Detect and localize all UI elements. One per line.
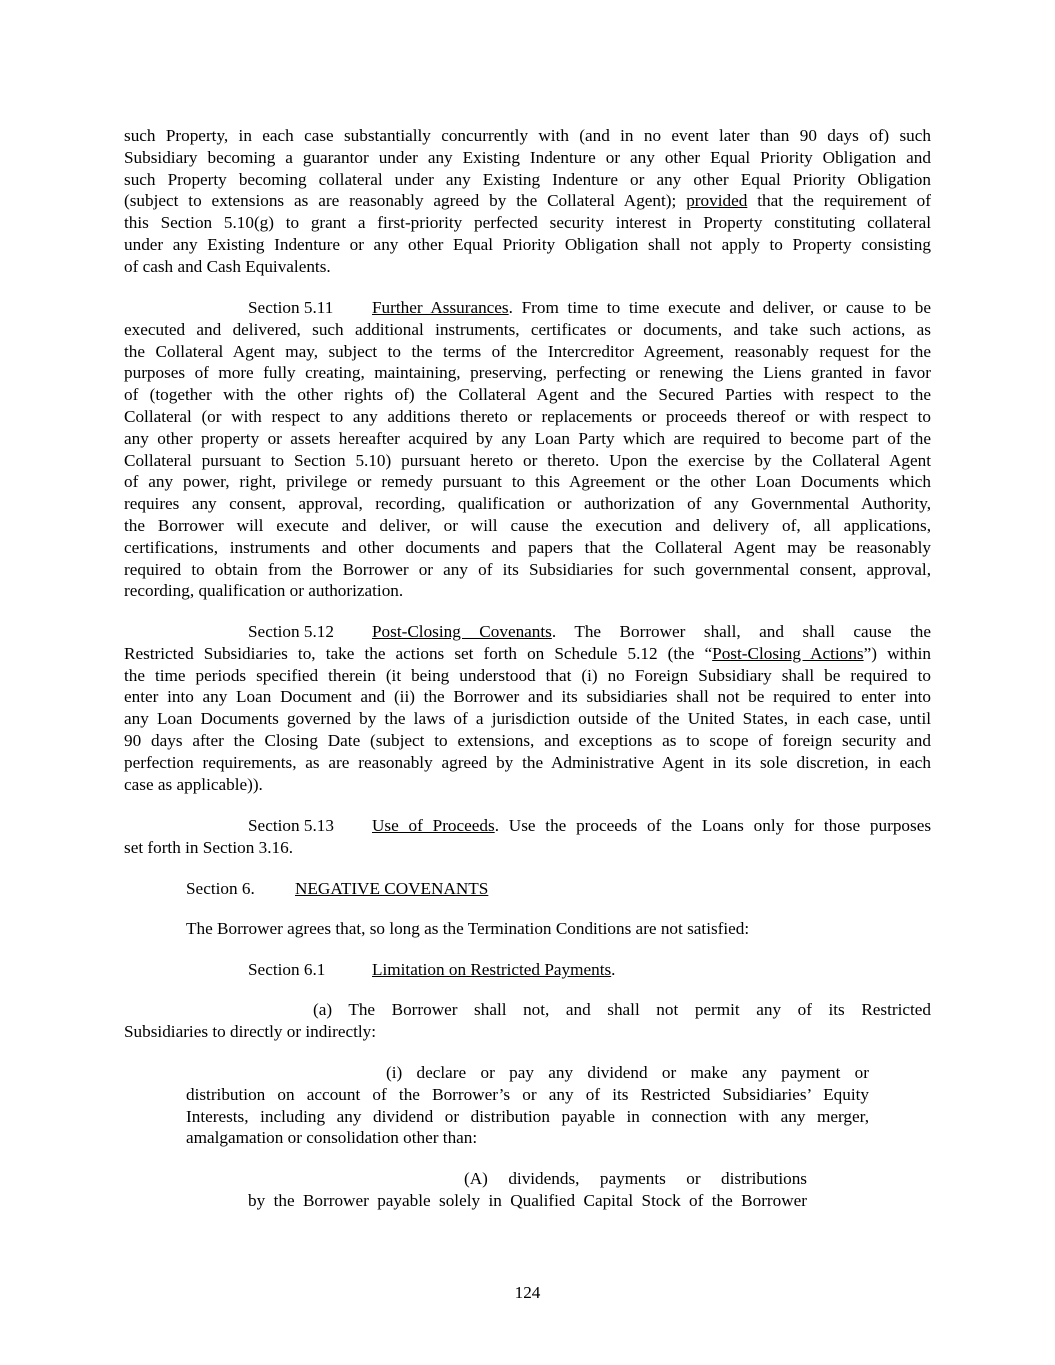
text-line: purposes of more fully creating, maintaining, preserving, perfecting or renewing the Liens granted in favor: [124, 363, 931, 383]
page-number: 124: [514, 1283, 541, 1302]
defined-term: Post-Closing Actions: [712, 643, 864, 663]
section-title: Further Assurances: [372, 298, 509, 317]
text-run: .: [611, 960, 616, 979]
text-run: that the requirement of: [747, 191, 932, 211]
text-line: perfection requirements, as are reasonably agreed by the Administrative Agent in its sole discretion, in each: [124, 752, 931, 772]
section-title: Limitation on Restricted Payments: [372, 960, 612, 979]
text-run: Restricted Subsidiaries to, take the actions set forth on Schedule 5.12 (the “: [124, 643, 713, 663]
section-number: Section 6.: [186, 879, 255, 898]
text-line-last: recording, qualification or authorization.: [124, 581, 404, 601]
text-line: Collateral (or with respect to any additions thereto or replacements or proceeds thereof or with respect to: [124, 406, 931, 426]
text-line: required to obtain from the Borrower or any of its Subsidiaries for such governmental consent, approval,: [124, 559, 931, 579]
text-line: Subsidiary becoming a guarantor under any Existing Indenture or any other Equal Priority Obligation and: [124, 147, 931, 167]
text-run: (subject to extensions as are reasonably agreed by the Collateral Agent);: [124, 191, 687, 211]
section-title: NEGATIVE COVENANTS: [295, 879, 489, 898]
clause-a: [124, 999, 931, 1043]
text-line: distribution on account of the Borrower’s or any of its Restricted Subsidiaries’ Equity: [186, 1084, 869, 1104]
section-number: Section 5.12: [248, 622, 334, 641]
text-line: the Collateral Agent may, subject to the terms of the Intercreditor Agreement, reasonably request for the: [124, 341, 931, 361]
text-line: [124, 190, 931, 212]
provided-term: provided: [686, 191, 748, 211]
text-line-last: of cash and Cash Equivalents.: [124, 256, 331, 276]
section-heading-line: [124, 621, 931, 643]
section-number: Section 5.11: [248, 298, 334, 317]
text-line: any Loan Documents governed by the laws of a jurisdiction outside of the United States, in each case, until: [124, 709, 931, 729]
section-heading-line: [186, 878, 931, 900]
text-line: under any Existing Indenture or any other Equal Priority Obligation shall not apply to Property consisting: [124, 234, 931, 254]
text-line: of (together with the other rights of) the Collateral Agent and the Secured Parties with respect to the: [124, 385, 931, 405]
text-line: Interests, including any dividend or distribution payable in connection with any merger,: [186, 1106, 869, 1126]
clause-first-line: (A) dividends, payments or distributions: [464, 1169, 807, 1188]
text-line: 90 days after the Closing Date (subject to extensions, and exceptions as to scope of foreign security and: [124, 730, 931, 750]
section-title: Post-Closing Covenants: [372, 622, 552, 641]
section-heading-line: [124, 815, 931, 837]
section-5-12: [124, 621, 931, 795]
clause-A: [248, 1168, 807, 1212]
clause-first-line: (i) declare or pay any dividend or make any payment or: [386, 1063, 869, 1082]
section-6-intro: [186, 918, 931, 940]
clause-i: [186, 1062, 869, 1149]
paragraph-continuation: [124, 125, 931, 278]
section-title: Use of Proceeds: [372, 816, 495, 835]
text-run: . From time to time execute and deliver, or cause to be: [508, 298, 931, 317]
text-line: [124, 643, 931, 665]
intro-text: The Borrower agrees that, so long as the Termination Conditions are not satisfied:: [186, 919, 750, 938]
section-heading-line: [124, 297, 931, 319]
text-line-last: case as applicable)).: [124, 774, 263, 794]
text-run: ”) within: [863, 643, 931, 663]
section-heading-line: [248, 959, 931, 981]
text-line: by the Borrower payable solely in Qualified Capital Stock of the Borrower: [248, 1190, 807, 1210]
text-line: of any power, right, privilege or remedy pursuant to this Agreement or the other Loan Documents which: [124, 472, 931, 492]
text-line: any other property or assets hereafter acquired by any Loan Party which are required to become part of the: [124, 428, 931, 448]
text-line: enter into any Loan Document and (ii) the Borrower and its subsidiaries shall not be required to enter into: [124, 687, 931, 707]
clause-last-line: amalgamation or consolidation other than:: [186, 1128, 478, 1148]
text-line: the Borrower will execute and deliver, or will cause the execution and delivery of, all applications,: [124, 515, 931, 535]
section-number: Section 5.13: [248, 816, 334, 835]
text-line: such Property, in each case substantially concurrently with (and in no event later than 90 days of) such: [124, 126, 931, 145]
text-line: executed and delivered, such additional instruments, certificates or documents, and take such actions, as: [124, 319, 931, 339]
clause-first-line: (a) The Borrower shall not, and shall not permit any of its Restricted: [313, 1000, 931, 1019]
text-line: Collateral pursuant to Section 5.10) pursuant hereto or thereto. Upon the exercise by the Collateral Agent: [124, 450, 931, 470]
section-6-heading: [186, 878, 931, 900]
text-run: . The Borrower shall, and shall cause the: [551, 622, 931, 641]
text-line: this Section 5.10(g) to grant a first-priority perfected security interest in Property constituting collateral: [124, 213, 931, 233]
section-5-11: [124, 297, 931, 602]
text-run: . Use the proceeds of the Loans only for those purposes: [494, 816, 932, 835]
text-line: such Property becoming collateral under any Existing Indenture or any other Equal Priority Obligation: [124, 169, 931, 189]
text-line: certifications, instruments and other documents and papers that the Collateral Agent may be reasonably: [124, 537, 931, 557]
text-line: requires any consent, approval, recording, qualification or authorization of any Governmental Authority,: [124, 494, 931, 514]
section-5-13: [124, 815, 931, 859]
text-line-last: set forth in Section 3.16.: [124, 837, 293, 857]
section-number: Section 6.1: [248, 960, 326, 979]
clause-last-line: Subsidiaries to directly or indirectly:: [124, 1021, 377, 1041]
section-6-1-heading: [248, 959, 931, 981]
text-line: the time periods specified therein (it being understood that (i) no Foreign Subsidiary shall be required to: [124, 665, 931, 685]
